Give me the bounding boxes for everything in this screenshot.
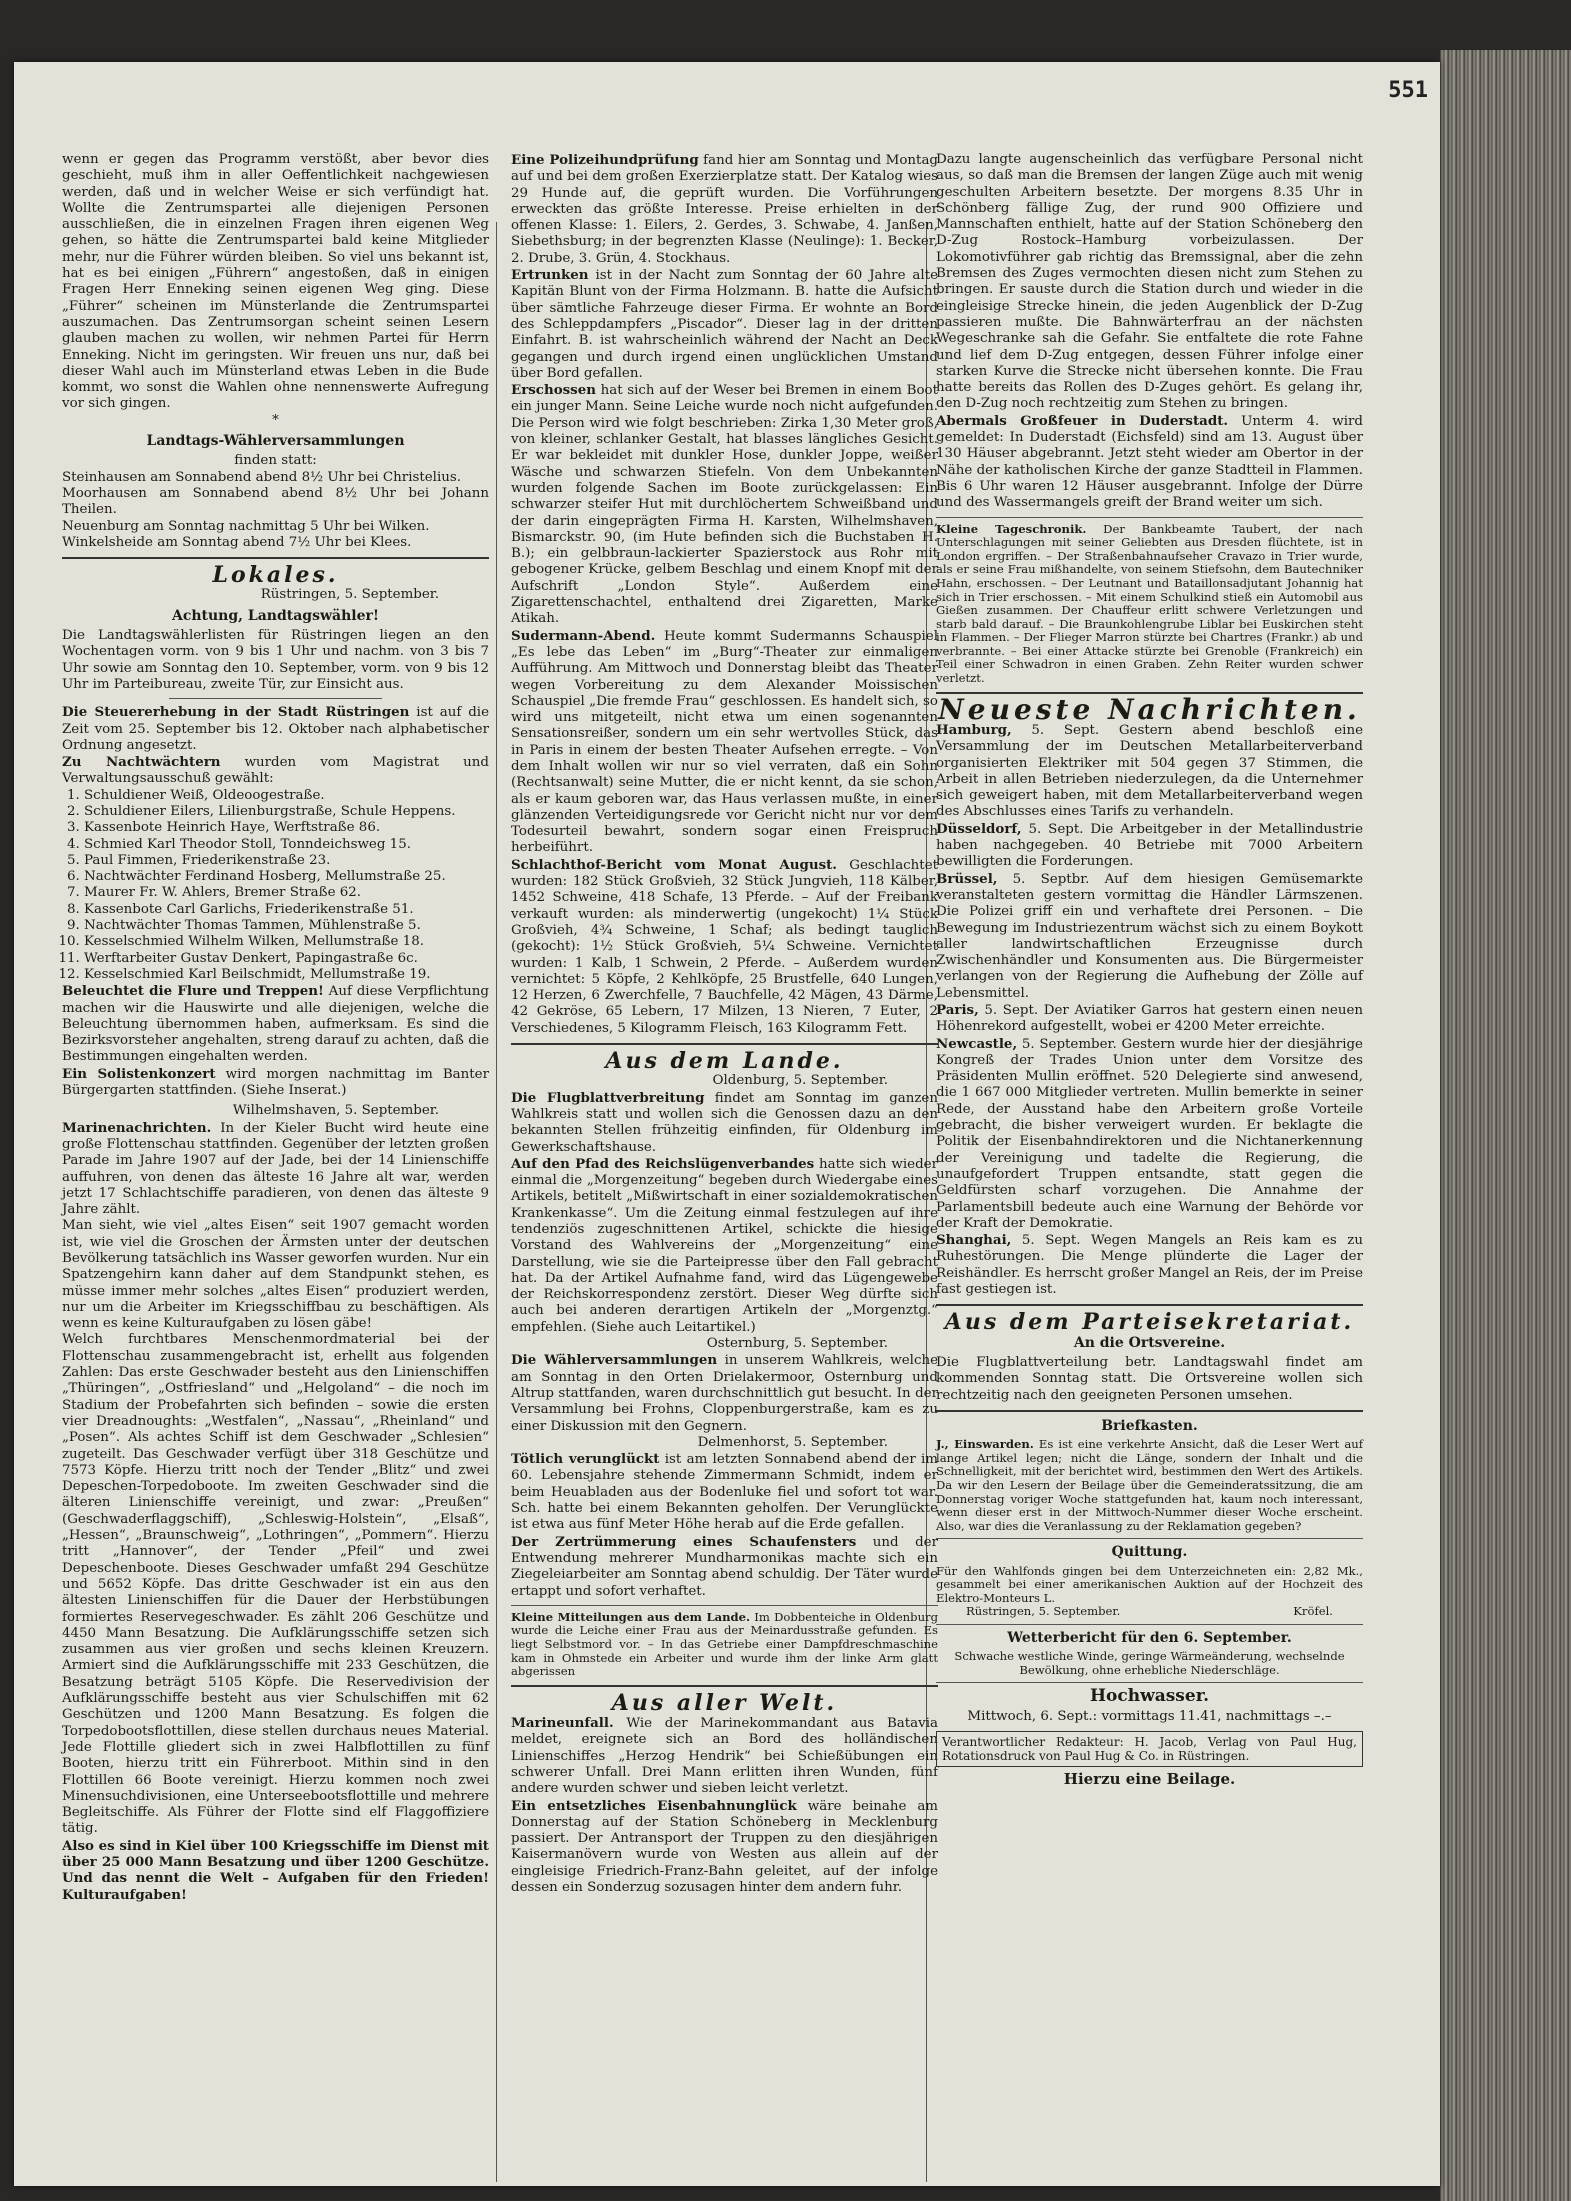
section-title-aus-aller-welt: Aus aller Welt. [611,1689,838,1716]
article-heading: Ein entsetzliches Eisenbahnunglück [511,1797,797,1814]
article-heading: Eine Polizeihundprüfung [511,152,699,168]
imprint-box [936,1731,1363,1767]
article-text: wenn er gegen das Programm verstößt, aber bevor dies geschieht, muß ihm in aller Oeffentlichkeit nachgewiesen werden, daß und in welcher Weise er sich verfündigt hat. Wollte die Zentrumspartei alle diejenigen Personen ausschließen, die in einzelnen Fragen ihren eigenen Weg gehen, so hätte die Zentrumspartei bald keine Mitglieder mehr, nur die Führer würden bleiben. So viel uns bekannt ist, hat es bei einigen „Führern“ angestoßen, daß in einigen Fragen Herr Enneking seinen eigenen Weg ging. Diese „Führer“ scheinen im Münsterlande die Zentrumspartei auszumachen. Das Zentrumsorgan scheint seinen Lesern glauben machen zu wollen, wir nehmen Partei für Herrn Enneking. Nicht im geringsten. Wir freuen uns nur, daß bei dieser Wahl auch im Münsterland etwas Leben in die Bude kommt, wo sonst die Wahlen ohne nennenswerte Aufregung vor sich gingen. [62,152,489,412]
article-text: 5. Sept. Die Arbeitgeber in der Metallindustrie haben nachgegeben. 40 Betriebe mit 7000 Arbeitern bewilligten die Forderungen. [936,821,1363,870]
dateline: Wilhelmshaven, 5. September. [232,1103,439,1119]
subheading: finden statt: [234,453,317,469]
dateline: Oldenburg, 5. September. [712,1073,888,1089]
heading-wetter: Wetterbericht für den 6. September. [1007,1629,1292,1646]
article-heading: Kleine Mitteilungen aus dem Lande. [511,1609,751,1624]
dateline: Delmenhorst, 5. September. [697,1434,888,1450]
dateline: Osternburg, 5. September. [706,1336,888,1352]
article-text: Welch furchtbares Menschenmordmaterial bei der Flottenschau zusammengebracht ist, erhellt aus folgenden Zahlen: Das erste Geschwader besteht aus den Linienschiffen „Thüringen“, „Ostfriesland“ und „Helgoland“ – die noch im Stadium der Probefahrten sich befinden – sowie die ersten vier Dreadnoughts: „Westfalen“, „Nassau“, „Rheinland“ und „Posen“. Als achtes Schiff ist dem Geschwader „Schlesien“ zugeteilt. Das Geschwader verfügt über 318 Geschütze und 7573 Köpfe. Hierzu tritt noch der Tender „Blitz“ und zwei Depeschen-Torpedoboote. Im zweiten Geschwader sind die älteren Linienschiffe vereinigt, und zwar: „Preußen“ (Geschwaderflaggschiff), „Schleswig-Holstein“, „Elsaß“, „Hessen“, „Braunschweig“, „Lothringen“, „Pommern“. Hierzu tritt „Hannover“, der Tender „Pfeil“ und zwei Depeschenboote. Dieses Geschwader umfaßt 294 Geschütze und 5652 Köpfe. Das dritte Geschwader ist ein aus den ältesten Linienschiffen für die Dauer der Herbstübungen formiertes Reservegeschwader. Es zählt 206 Geschütze und 4450 Mann Besatzung. Die Aufklärungsschiffe setzen sich zusammen aus vier großen und sechs kleinen Kreuzern. Armiert sind die Aufklärungsschiffe mit 233 Geschützen, die Besatzung beträgt 5105 Köpfe. Die Reservedivision der Aufklärungsschiffe besteht aus vier Schulschiffen mit 62 Geschützen und 1200 Mann Besatzung. Es folgen die Torpedobootsflottillen, diese stellen durchaus neues Material. Jede Flottille gliedert sich in zwei Halbflottillen zu fünf Booten, hierzu tritt ein Führerboot. Mithin sind in den Flottillen 66 Boote vereinigt. Hierzu kommen noch zwei Minensuchdivisionen, eine Unterseebootsflottille und mehrere Begleitschiffe. Als Führer der Flotte sind elf Flaggoffiziere tätig. [62,1332,489,1837]
article-heading: Ein Solistenkonzert [62,1065,216,1082]
dateline: Rüstringen, 5. September. [260,587,439,603]
article [511,857,938,1037]
column-2 [511,152,938,1896]
article-heading: Kleine Tageschronik. [936,521,1087,536]
article-text: in unserem Wahlkreis, welche am Sonntag in den Orten Drielakermoor, Osternburg und Altrup stattfanden, waren durchschnittlich gut besucht. In der Versammlung bei Frohns, Cloppenburgerstraße, kam es zu einer Diskussion mit den Gegnern. [511,1353,938,1434]
article-text: ist in der Nacht zum Sonntag der 60 Jahre alte Kapitän Blunt von der Firma Holzmann. B. hatte die Aufsicht über sämtliche Fahrzeuge dieser Firma. Er wohnte an Bord des Schleppdampfers „Piscador“. Dieser lag in der dritten Einfahrt. B. ist wahrscheinlich während der Nacht an Deck gegangen und durch irgend einen unglücklichen Umstand über Bord gefallen. [511,268,938,381]
section-title-parteisekretariat: Aus dem Parteisekretariat. [944,1309,1355,1336]
article [511,1798,938,1897]
article-heading: Auf den Pfad des Reichslügenverbandes [511,1155,815,1172]
article [511,1352,938,1434]
divider [936,1304,1363,1306]
divider [511,1605,938,1606]
article-text: 5. Sept. Wegen Mangels an Reis kam es zu Ruhestörungen. Die Menge plünderte die Lager der Reishändler. Es herrscht großer Mangel an Reis, der im Preise fast gestiegen ist. [936,1233,1363,1298]
divider [936,1624,1363,1625]
divider [936,1410,1363,1412]
article-heading: Der Zertrümmerung eines Schaufensters [511,1533,857,1550]
list-item: 10. Kesselschmied Wilhelm Wilken, Mellumstraße 18. [84,934,489,950]
article [936,413,1363,512]
article-text: Für den Wahlfonds gingen bei dem Unterzeichneten ein: 2,82 Mk., gesammelt bei einer amerikanischen Auktion auf der Hochzeit des Elektro-Monteurs L. [936,1563,1363,1605]
newspaper-page [14,62,1440,2186]
divider [936,1682,1363,1683]
article-text: Also es sind in Kiel über 100 Kriegsschiffe im Dienst mit über 25 000 Mann Besatzung und über 1200 Geschütze. Und das nennt die Welt – Aufgaben für den Frieden! Kulturaufgaben! [62,1837,489,1903]
list-item: 12. Kesselschmied Karl Beilschmidt, Mellumstraße 19. [84,967,489,983]
article-heading: Shanghai, [936,1232,1012,1249]
article [62,754,489,788]
article-heading: Erschossen [511,382,596,399]
article-heading: Ertrunken [511,267,589,284]
article-heading: Sudermann-Abend. [511,627,656,644]
article-text: Die Flugblattverteilung betr. Landtagswahl findet am kommenden Sonntag statt. Die Ortsvereine wollen sich rechtzeitig nach den geeigneten Personen umsehen. [936,1354,1363,1403]
signature-name: Kröfel. [1293,1604,1333,1619]
heading-hochwasser: Hochwasser. [1089,1686,1210,1707]
article-heading: Newcastle, [936,1035,1018,1052]
imprint-text: Verantwortlicher Redakteur: H. Jacob, Verlag von Paul Hug, Rotationsdruck von Paul Hug & Co. in Rüstringen. [942,1735,1357,1764]
article-text: 5. September. Gestern wurde hier der diesjährige Kongreß der Trades Union unter dem Vorsitze des Präsidenten Mullin eröffnet. 520 Delegierte sind anwesend, die 1 667 000 Mitglieder vertreten. Mullin bemerkte in seiner Rede, der Ausstand habe den Arbeitern große Vorteile gebracht, die bisher verweigert wurden. Er beklagte die Politik der Eisenbahndirektoren und die Nichtanerkennung der Vereinigung und tadelte die Regierung, die unaufgefordert Truppen entsandte, statt gegen die Geldfürsten scharf vorzugehen. Die Annahme der Parlamentsbill bedeute auch eine Warnung der Behörde vor der Kraft der Demokratie. [936,1036,1363,1231]
article-text: hat sich auf der Weser bei Bremen in einem Boot ein junger Mann. Seine Leiche wurde noch nicht aufgefunden. Die Person wird wie folgt beschrieben: Zirka 1,30 Meter groß, von kleiner, schlanker Gestalt, hat blasses längliches Gesicht. Er war bekleidet mit dunkler Hose, dunkler Joppe, weißer Wäsche und schwarzen Stiefeln. Von dem Unbekannten wurden folgende Sachen im Boote zurückgelassen: Ein schwarzer steifer Hut mit durchlöchertem Schweißband und der darin eingeprägten Firma H. Karsten, Wilhelmshaven, Bismarckstr. 90, (im Hute befinden sich die Buchstaben H. B.); ein gelbbraun-lackierter Spazierstock aus Rohr mit gebogener Krücke, gelbem Beschlag und einem Knopf mit der Aufschrift „London Style“. Außerdem eine Zigarettenschachtel, enthaltend drei Zigaretten, Marke Atikah. [511,383,938,627]
list-item: 9. Nachtwächter Thomas Tammen, Mühlenstraße 5. [84,918,489,934]
article-heading: Paris, [936,1002,979,1018]
article-text: ist auf die Zeit vom 25. September bis 12. Oktober nach alphabetischer Ordnung angesetzt. [62,705,489,753]
separator-star: * [272,412,279,428]
article-text: Heute kommt Sudermanns Schauspiel „Es lebe das Leben“ im „Burg“-Theater zur einmaligen Aufführung. Am Mittwoch und Donnerstag bleibt das Theater wegen Vorbereitung zu dem Alexander Moissischen Schauspiel „Die fremde Frau“ geschlossen. Es handelt sich, so wird uns mitgeteilt, nicht etwa um einen sogenannten Sensationsreißer, sondern um ein sehr wertvolles Stück, das in Paris in einem der besten Theater Aufsehen erregte. – Von dem Inhalt wollen wir nur so viel verraten, daß ein Sohn (Rechtsanwalt) seine Mutter, die er nicht kennt, da sie schon, als er kaum geboren war, das Haus verlassen mußte, in einer glänzenden Verteidigungsrede vor Gericht nicht nur vor dem Todesurteil bewahrt, sondern sogar einen Freispruch herbeiführt. [511,628,938,856]
article-text: Die Landtagswählerlisten für Rüstringen liegen an den Wochentagen vorm. von 9 bis 1 Uhr und nachm. von 3 bis 7 Uhr sowie am Sonntag den 10. September, vorm. von 9 bis 12 Uhr im Parteibureau, zweite Tür, zur Einsicht aus. [62,628,489,692]
article-heading: Hamburg, [936,721,1012,738]
article [511,1156,938,1336]
article [936,523,1363,686]
section-title-aus-dem-lande: Aus dem Lande. [605,1048,844,1075]
article-heading: Abermals Großfeuer in Duderstadt. [936,412,1229,429]
article-text: 5. Sept. Gestern abend beschloß eine Versammlung der im Deutschen Metallarbeiterverband organisierten Elektriker mit 504 gegen 37 Stimmen, die Arbeit in allen Betrieben niederzulegen, da die Unternehmer sich geweigert haben, mit dem Metallarbeiterverband wegen des Abschlusses eines Tarifs zu verhandeln. [936,722,1363,820]
article-text: ist am letzten Sonnabend abend der im 60. Lebensjahre stehende Zimmermann Schmidt, indem er beim Heuabladen aus der Bodenluke fiel und sofort tot war. Sch. hatte bei einem Bekannten geholfen. Der Verunglückte ist etwa aus fünf Meter Höhe herab auf die Erde gefallen. [511,1452,938,1533]
article-text: Unterm 4. wird gemeldet: In Duderstadt (Eichsfeld) sind am 13. August über 130 Häuser abgebrannt. Jetzt steht wieder am Obertor in der Nähe der katholischen Kirche der ganze Stadtteil in Flammen. Bis 6 Uhr waren 12 Häuser ausgebrannt. Infolge der Dürre und des Wassermangels greift der Brand weiter um sich. [936,413,1363,511]
list-item: 5. Paul Fimmen, Friederikenstraße 23. [84,853,489,869]
article-heading: Schlachthof-Bericht vom Monat August. [511,856,837,873]
article [936,1002,1363,1036]
article-text: Auf diese Verpflichtung machen wir die Hauswirte und alle diejenigen, welche die Beleuchtung übernommen haben, aufmerksam. Es sind die Bezirksvorsteher angehalten, streng darauf zu achten, daß die Bestimmungen eingehalten werden. [62,984,489,1065]
article-heading: Die Flugblattverbreitung [511,1089,705,1106]
article-text: Schwache westliche Winde, geringe Wärmeänderung, wechselnde Bewölkung, ohne erhebliche Niederschläge. [954,1649,1345,1677]
list-item: 6. Nachtwächter Ferdinand Hosberg, Mellumstraße 25. [84,869,489,885]
list-item: 11. Werftarbeiter Gustav Denkert, Papingastraße 6c. [84,951,489,967]
divider [511,1043,938,1045]
book-spine [1440,50,1571,2201]
article-text: findet am Sonntag im ganzen Wahlkreis statt und wollen sich die Genossen dazu an den bekannten Stellen frühzeitig einfinden, für Oldenburg im Gewerkschaftshause. [511,1090,938,1155]
supplement-note: Hierzu eine Beilage. [1063,1770,1236,1789]
page-number: 551 [1388,78,1428,103]
article [936,1036,1363,1233]
article-text: wurden vom Magistrat und Verwaltungsausschuß gewählt: [62,755,489,787]
heading-quittung: Quittung. [1111,1544,1188,1561]
article-text: In der Kieler Bucht wird heute eine große Flottenschau stattfinden. Gegenüber der letzten großen Parade im Jahre 1907 auf der Jade, bei der 14 Linienschiffe auffuhren, von denen das älteste 16 Jahre alt war, werden jetzt 17 Schlachtschiffe paradieren, von denen das älteste 9 Jahre zählt. [62,1120,489,1218]
article [936,821,1363,871]
article-text: Geschlachtet wurden: 182 Stück Großvieh, 32 Stück Jungvieh, 118 Kälber, 1452 Schweine, 418 Schafe, 13 Pferde. – Auf der Freibank verkauft wurden: als minderwertig (ungekocht) 1¼ Stück Großvieh, 4¾ Schweine, 1 Schaf; als bedingt tauglich (gekocht): 1½ Stück Großvieh, 5¼ Schweine. Vernichtet wurden: 1 Kalb, 1 Schwein, 2 Pferde. – Außerdem wurden vernichtet: 5 Köpfe, 2 Kehlköpfe, 25 Brustfelle, 640 Lungen, 12 Herzen, 6 Zwerchfelle, 7 Bauchfelle, 42 Mägen, 43 Därme, 42 Gekröse, 65 Lebern, 17 Milzen, 13 Nieren, 7 Euter, 2 Verschiedenes, 5 Kilogramm Fleisch, 163 Kilogramm Fett. [511,857,938,1036]
signature-place: Rüstringen, 5. September. [966,1604,1121,1619]
article-text: 5. Sept. Der Aviatiker Garros hat gestern einen neuen Höhenrekord aufgestellt, wobei er 4200 Meter erreichte. [936,1003,1363,1035]
divider [511,1685,938,1687]
article [511,1534,938,1600]
article [511,1451,938,1533]
article-text: Der Bankbeamte Taubert, der nach Unterschlagungen mit seiner Geliebten aus Dresden flüchtete, ist in London ergriffen. – Der Straßenbahnaufseher Cravazo in Trier wurde, als er seine Frau mißhandelte, von seinem Stiefsohn, dem Bautechniker Hahn, erschossen. – Der Leutnant und Bataillonsadjutant Johannig hat sich in Trier erschossen. – Mit einem Schulkind stieß ein Automobil aus Gießen zusammen. Der Chauffeur erlitt schwere Verletzungen und starb bald darauf. – Die Braunkohlengrube Liblar bei Euskirchen steht in Flammen. – Der Flieger Marron stürzte bei Chartres (Frankr.) ab und verbrannte. – Bei einer Attacke stürzte bei Grenoble (Frankreich) ein Teil einer Schwadron in einen Graben. Zehn Reiter wurden schwer verletzt. [936,521,1363,686]
list-item: 8. Kassenbote Carl Garlichs, Friederikenstraße 51. [84,902,489,918]
article [936,1232,1363,1298]
divider [936,1538,1363,1539]
article-heading: Marinenachrichten. [62,1119,212,1136]
article-text: Man sieht, wie viel „altes Eisen“ seit 1907 gemacht worden ist, wie viel die Groschen der Ärmsten unter der deutschen Bevölkerung tatsächlich ins Wasser geworfen wurden. Nur ein Spatzengehirn kann daher auf dem Standpunkt stehen, es müsse immer mehr solches „altes Eisen“ produziert werden, nur um die Arbeiter im Kriegsschiffbau zu beschäftigen. Als wenn es keine Kulturaufgaben zu lösen gäbe! [62,1218,489,1332]
article [511,382,938,627]
article [511,152,938,267]
article-heading: Düsseldorf, [936,820,1022,837]
article [62,983,489,1065]
article [511,1611,938,1679]
meeting-item: Steinhausen am Sonnabend abend 8½ Uhr bei Christelius. [62,469,461,485]
list-item: 4. Schmied Karl Theodor Stoll, Tonndeichsweg 15. [84,837,489,853]
heading-briefkasten: Briefkasten. [1101,1417,1198,1434]
article [62,1120,489,1219]
article-heading: Beleuchtet die Flure und Treppen! [62,983,324,1000]
article-text: 5. Septbr. Auf dem hiesigen Gemüsemarkte veranstalteten gestern vormittag die Händler Lärmszenen. Die Polizei griff ein und verhaftete drei Personen. – Die Bewegung im Industriezentrum wächst sich zu einem Boykott aller landwirtschaftlichen Erzeugnisse durch Zwischenhändler und Konsumenten aus. Die Bürgermeister verlangen von der Regierung die Aufhebung der Zölle auf Lebensmittel. [936,871,1363,1001]
article-heading: Zu Nachtwächtern [62,754,221,771]
article-text: Es ist eine verkehrte Ansicht, daß die Leser Wert auf lange Artikel legen; nicht die Länge, sondern der Inhalt und die Schnelligkeit, mit der berichtet wird, bestimmen den Wert des Artikels. Da wir den Lesern der Beilage über die Gemeinderatssitzung, die am Donnerstag voriger Woche stattgefunden hat, kaum noch interessant, wenn dieser erst in der Mittwoch-Nummer dieser Woche erscheint. Also, war dies die Veranlassung zu der Reklamation gegeben? [936,1437,1363,1533]
section-title-neueste-nachrichten: Neueste Nachrichten. [938,692,1361,726]
column-rule [496,222,497,2182]
article [511,1715,938,1797]
heading-landtag: Landtags-Wählerversammlungen [146,433,405,450]
article-text: Wie der Marinekommandant aus Batavia meldet, ereignete sich an Bord des holländischen Linienschiffes „Herzog Hendrik“ bei Schießübungen ein schwerer Unfall. Drei Mann erlitten ihren Wunden, fünf andere wurden schwer und sieben leicht verletzt. [511,1716,938,1797]
article-text: Im Dobbenteiche in Oldenburg wurde die Leiche einer Frau aus der Meinardusstraße gefunden. Es liegt Selbstmord vor. – In das Getriebe einer Dampfdreschmaschine kam in Ohmstede ein Arbeiter und wurde ihm der linke Arm glatt abgerissen [511,1609,938,1679]
article [62,1066,489,1100]
article-heading: Tötlich verunglückt [511,1451,660,1468]
article-text: wäre beinahe am Donnerstag auf der Station Schöneberg in Mecklenburg passiert. Der Antransport der Truppen zu den diesjährigen Kaisermanövern wurde von Westen aus allein auf der eingleisige Friedrich-Franz-Bahn geleitet, auf der infolge dessen ein Sonderzug sozusagen hinter dem andern fuhr. [511,1798,938,1896]
meeting-item: Moorhausen am Sonnabend abend 8½ Uhr bei Johann Theilen. [62,485,489,518]
article-text: Mittwoch, 6. Sept.: vormittags 11.41, nachmittags –.– [967,1708,1332,1724]
article-text: und der Entwendung mehrerer Mundharmonikas machte sich ein Ziegeleiarbeiter am Sonntag abend schuldig. Der Täter wurde ertappt und sofort verhaftet. [511,1534,938,1599]
article-heading: Marineunfall. [511,1715,614,1732]
article-text: Dazu langte augenscheinlich das verfügbare Personal nicht aus, so daß man die Bremsen der langen Züge auch mit wenig geschulten Arbeitern besetzte. Der morgens 8.35 Uhr in Schönberg fällige Zug, der rund 900 Offiziere und Mannschaften enthielt, hatte auf der Station Schöneberg den D-Zug Rostock–Hamburg vorbeizulassen. Der Lokomotivführer gab richtig das Bremssignal, aber die zehn Bremsen des Zuges vermochten diesen nicht zum Stehen zu bringen. Er sauste durch die Station durch und wieder in die eingleisige Strecke hinein, die jeden Augenblick der D-Zug passieren mußte. Die Bahnwärterfrau an der nächsten Wegeschranke sah die Gefahr. Sie entfaltete die rote Fahne und lief dem D-Zug entgegen, dessen Führer infolge einer starken Kurve die Strecke nicht übersehen konnte. Die Frau hatte bereits das Rollen des D-Zuges gehört. Es gelang ihr, den D-Zug noch rechtzeitig zum Stehen zu bringen. [936,152,1363,412]
article-heading: Brüssel, [936,870,998,887]
article [936,871,1363,1002]
list-item: 1. Schuldiener Weiß, Oldeoogestraße. [84,788,489,804]
watchmen-list [62,788,489,984]
list-item: 3. Kassenbote Heinrich Haye, Werftstraße 86. [84,820,489,836]
article-heading: Die Wählerversammlungen [511,1352,718,1369]
article [936,722,1363,821]
article [511,1090,938,1156]
meeting-item: Neuenburg am Sonntag nachmittag 5 Uhr bei Wilken. [62,518,430,534]
divider [62,557,489,559]
section-title-lokales: Lokales. [212,562,339,589]
article [511,267,938,382]
article-heading: J., Einswarden. [936,1437,1034,1452]
article-text: hatte sich wieder einmal die „Morgenzeitung“ begeben durch Wiedergabe eines Artikels, betitelt „Mißwirtschaft in einer sozialdemokratischen Krankenkasse“. Um die Zeitung einmal festzulegen auf ihre tendenziös zugeschnittenen Artikel, schickte die hiesige Vorstand des Wahlvereins der „Morgenzeitung“ eine Darstellung, wie sie die Parteipresse über den Fall gebracht hat. Da der Artikel Aufnahme fand, wird das Lügengewebe der Reichskorrespondenz zerstört. Dieser Weg dürfte sich auch bei anderen derartigen Artikeln der „Morgenztg.“ empfehlen. (Siehe auch Leitartikel.) [511,1156,938,1335]
article [936,1438,1363,1533]
article [62,704,489,754]
column-1 [62,152,489,1903]
list-item: 7. Maurer Fr. W. Ahlers, Bremer Straße 62. [84,885,489,901]
column-3 [936,152,1363,1791]
list-item: 2. Schuldiener Eilers, Lilienburgstraße, Schule Heppens. [84,804,489,820]
article-text: fand hier am Sonntag und Montag auf und bei dem großen Exerzierplatze statt. Der Katalog wies 29 Hunde auf, die geprüft wurden. Die Vorführungen erweckten das größte Interesse. Preise erhielten in der offenen Klasse: 1. Eilers, 2. Gerdes, 3. Schwabe, 4. Janßen, Siebethsburg; in der begrenzten Klasse (Neulinge): 1. Becker, 2. Drube, 3. Grün, 4. Stockhaus. [511,153,938,266]
signature-line [936,1605,1363,1619]
meeting-item: Winkelsheide am Sonntag abend 7½ Uhr bei Klees. [62,534,412,550]
article-text: wird morgen nachmittag im Banter Bürgergarten stattfinden. (Siehe Inserat.) [62,1066,489,1099]
subheading: An die Ortsvereine. [1073,1334,1226,1351]
divider [169,698,383,699]
article-heading: Die Steuererhebung in der Stadt Rüstringen [62,704,410,721]
divider [936,517,1363,518]
article [511,628,938,857]
heading-achtung: Achtung, Landtagswähler! [171,607,380,624]
